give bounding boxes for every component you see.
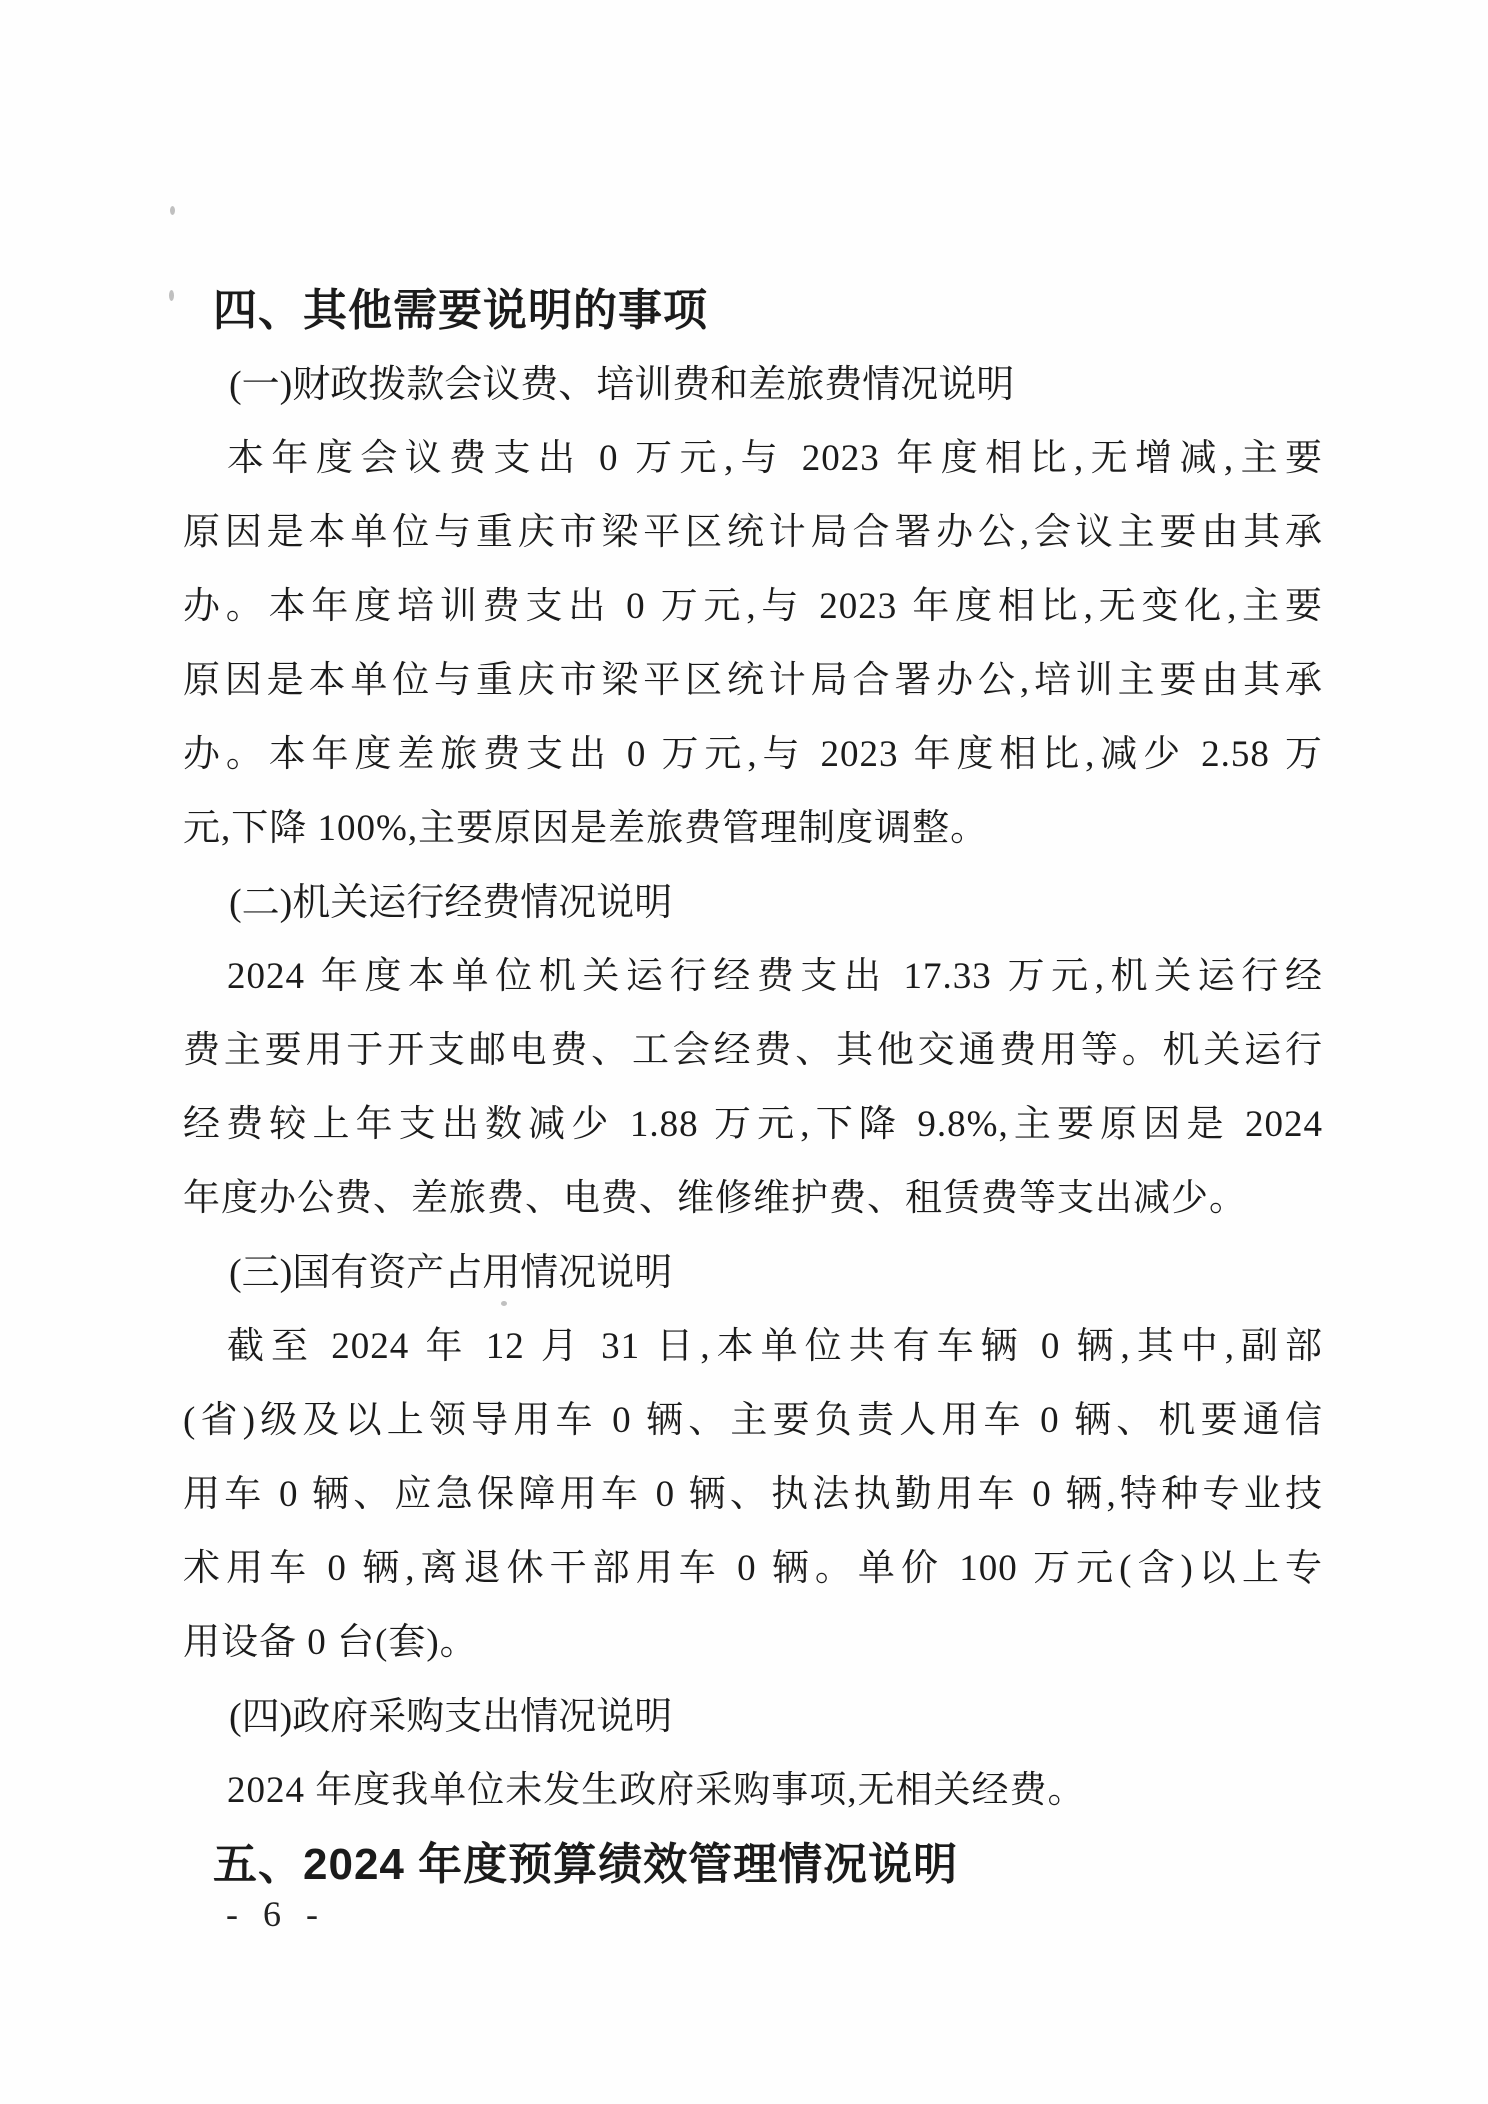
subsection-4-title: (四)政府采购支出情况说明 [229, 1696, 673, 1738]
para1-line5: 办。本年度差旅费支出 0 万元,与 2023 年度相比,减少 2.58 万 [183, 734, 1323, 775]
scan-speck [169, 290, 174, 301]
para2-line4: 年度办公费、差旅费、电费、维修维护费、租赁费等支出减少。 [183, 1178, 1247, 1219]
para3-line4: 术用车 0 辆,离退休干部用车 0 辆。单价 100 万元(含)以上专 [183, 1548, 1323, 1589]
subsection-3-title: (三)国有资产占用情况说明 [229, 1252, 673, 1294]
para4-line1: 2024 年度我单位未发生政府采购事项,无相关经费。 [227, 1770, 1086, 1811]
para2-line1: 2024 年度本单位机关运行经费支出 17.33 万元,机关运行经 [227, 956, 1323, 997]
para1-line4: 原因是本单位与重庆市梁平区统计局合署办公,培训主要由其承 [183, 660, 1323, 701]
para3-line2: (省)级及以上领导用车 0 辆、主要负责人用车 0 辆、机要通信 [183, 1400, 1323, 1441]
para1-line1: 本年度会议费支出 0 万元,与 2023 年度相比,无增减,主要 [227, 438, 1323, 479]
para3-line1: 截至 2024 年 12 月 31 日,本单位共有车辆 0 辆,其中,副部 [227, 1326, 1323, 1367]
para1-line6: 元,下降 100%,主要原因是差旅费管理制度调整。 [183, 808, 989, 849]
subsection-2-title: (二)机关运行经费情况说明 [229, 882, 673, 924]
section-4-heading: 四、其他需要说明的事项 [213, 286, 708, 335]
para2-line2: 费主要用于开支邮电费、工会经费、其他交通费用等。机关运行 [183, 1030, 1323, 1071]
para2-line3: 经费较上年支出数减少 1.88 万元,下降 9.8%,主要原因是 2024 [183, 1104, 1323, 1145]
scan-speck [170, 206, 175, 215]
document-body [183, 274, 1323, 1902]
page-number: - 6 - [226, 1894, 326, 1934]
para3-line3: 用车 0 辆、应急保障用车 0 辆、执法执勤用车 0 辆,特种专业技 [183, 1474, 1323, 1515]
para1-line3: 办。本年度培训费支出 0 万元,与 2023 年度相比,无变化,主要 [183, 586, 1323, 627]
section-5-heading: 五、2024 年度预算绩效管理情况说明 [213, 1840, 959, 1889]
subsection-1-title: (一)财政拨款会议费、培训费和差旅费情况说明 [229, 364, 1015, 406]
para1-line2: 原因是本单位与重庆市梁平区统计局合署办公,会议主要由其承 [183, 512, 1323, 553]
para3-line5: 用设备 0 台(套)。 [183, 1622, 478, 1663]
